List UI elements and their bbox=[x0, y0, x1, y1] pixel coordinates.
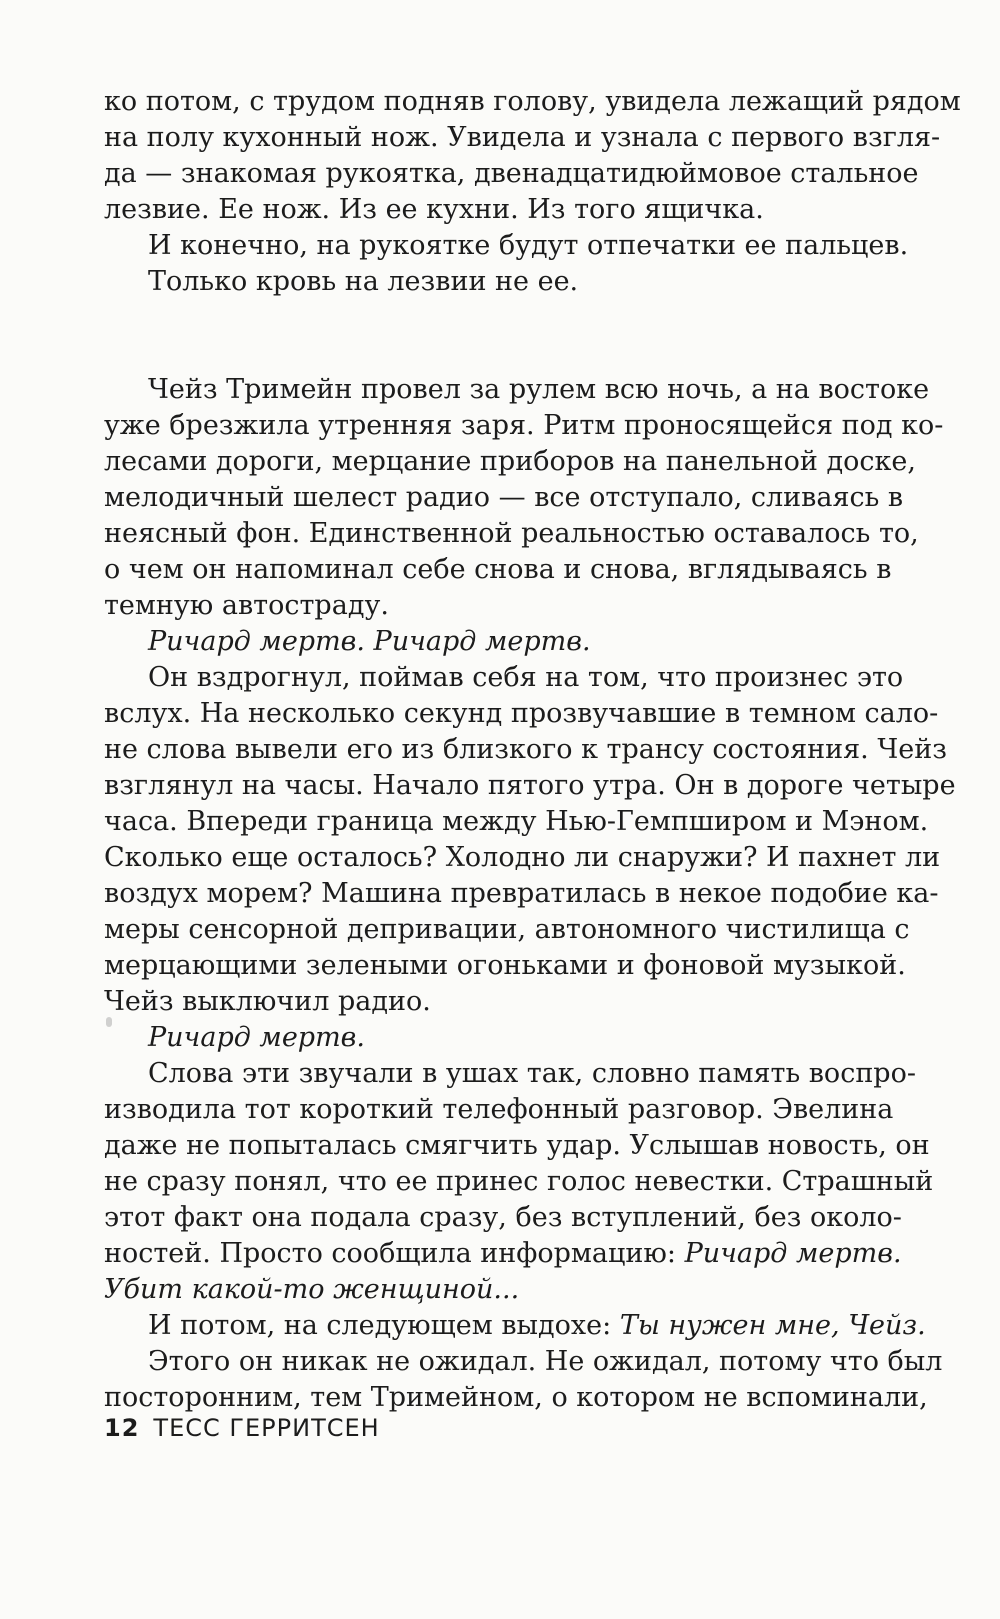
text-line: ко потом, с трудом подняв голову, увидела лежащий рядом bbox=[104, 86, 961, 117]
text-line: Чейз Тримейн провел за рулем всю ночь, а на востоке bbox=[148, 374, 930, 405]
text-line bbox=[104, 1308, 926, 1344]
text-line: не слова вывели его из близкого к трансу состояния. Чейз bbox=[104, 734, 947, 765]
italic-line: Убит какой-то женщиной... bbox=[104, 1274, 520, 1305]
book-page-text bbox=[104, 84, 961, 1416]
text-line: о чем он напоминал себе снова и снова, вглядываясь в bbox=[104, 554, 892, 585]
text-line: мелодичный шелест радио — все отступало, сливаясь в bbox=[104, 482, 904, 513]
text-line: посторонним, тем Тримейном, о котором не вспоминали, bbox=[104, 1382, 928, 1413]
text-line: Слова эти звучали в ушах так, словно память воспро- bbox=[148, 1058, 916, 1089]
running-author: ТЕСС ГЕРРИТСЕН bbox=[153, 1414, 380, 1442]
page-footer bbox=[104, 1414, 380, 1442]
section-break bbox=[104, 300, 880, 372]
text-line: этот факт она подала сразу, без вступлений, без около- bbox=[104, 1202, 902, 1233]
text-line: да — знакомая рукоятка, двенадцатидюймовое стальное bbox=[104, 158, 919, 189]
text-line bbox=[104, 1236, 902, 1272]
text-line: не сразу понял, что ее принес голос невестки. Страшный bbox=[104, 1166, 934, 1197]
text-line: Только кровь на лезвии не ее. bbox=[148, 266, 579, 297]
text-line: лезвие. Ее нож. Из ее кухни. Из того ящичка. bbox=[104, 194, 764, 225]
italic-run: Ричард мертв. bbox=[684, 1238, 902, 1269]
text-line: уже брезжила утренняя заря. Ритм проносящейся под ко- bbox=[104, 410, 944, 441]
text-line: взглянул на часы. Начало пятого утра. Он в дороге четыре bbox=[104, 770, 956, 801]
text-line: часа. Впереди граница между Нью-Гемпширом и Мэном. bbox=[104, 806, 929, 837]
text-line: воздух морем? Машина превратилась в некое подобие ка- bbox=[104, 878, 939, 909]
page-number: 12 bbox=[104, 1414, 140, 1442]
text-line: Чейз выключил радио. bbox=[104, 986, 431, 1017]
print-speck bbox=[106, 1017, 112, 1027]
italic-run: Ты нужен мне, Чейз. bbox=[619, 1310, 926, 1341]
text-line: изводила тот короткий телефонный разговор. Эвелина bbox=[104, 1094, 894, 1125]
text-line: на полу кухонный нож. Увидела и узнала с первого взгля- bbox=[104, 122, 941, 153]
text-line: неясный фон. Единственной реальностью оставалось то, bbox=[104, 518, 919, 549]
text-line: меры сенсорной депривации, автономного чистилища с bbox=[104, 914, 910, 945]
text-line: лесами дороги, мерцание приборов на панельной доске, bbox=[104, 446, 916, 477]
text-line: темную автостраду. bbox=[104, 590, 389, 621]
text-line: вслух. На несколько секунд прозвучавшие в темном сало- bbox=[104, 698, 939, 729]
text-line: Этого он никак не ожидал. Не ожидал, потому что был bbox=[148, 1346, 943, 1377]
text-run: И потом, на следующем выдохе: bbox=[148, 1310, 620, 1341]
text-line: Он вздрогнул, поймав себя на том, что произнес это bbox=[148, 662, 904, 693]
text-line: мерцающими зелеными огоньками и фоновой музыкой. bbox=[104, 950, 906, 981]
text-line: даже не попыталась смягчить удар. Услышав новость, он bbox=[104, 1130, 930, 1161]
text-line: И конечно, на рукоятке будут отпечатки ее пальцев. bbox=[148, 230, 909, 261]
italic-line: Ричард мертв. Ричард мертв. bbox=[148, 626, 591, 657]
italic-line: Ричард мертв. bbox=[148, 1022, 365, 1053]
text-run: ностей. Просто сообщила информацию: bbox=[104, 1238, 685, 1269]
text-line: Сколько еще осталось? Холодно ли снаружи? И пахнет ли bbox=[104, 842, 941, 873]
